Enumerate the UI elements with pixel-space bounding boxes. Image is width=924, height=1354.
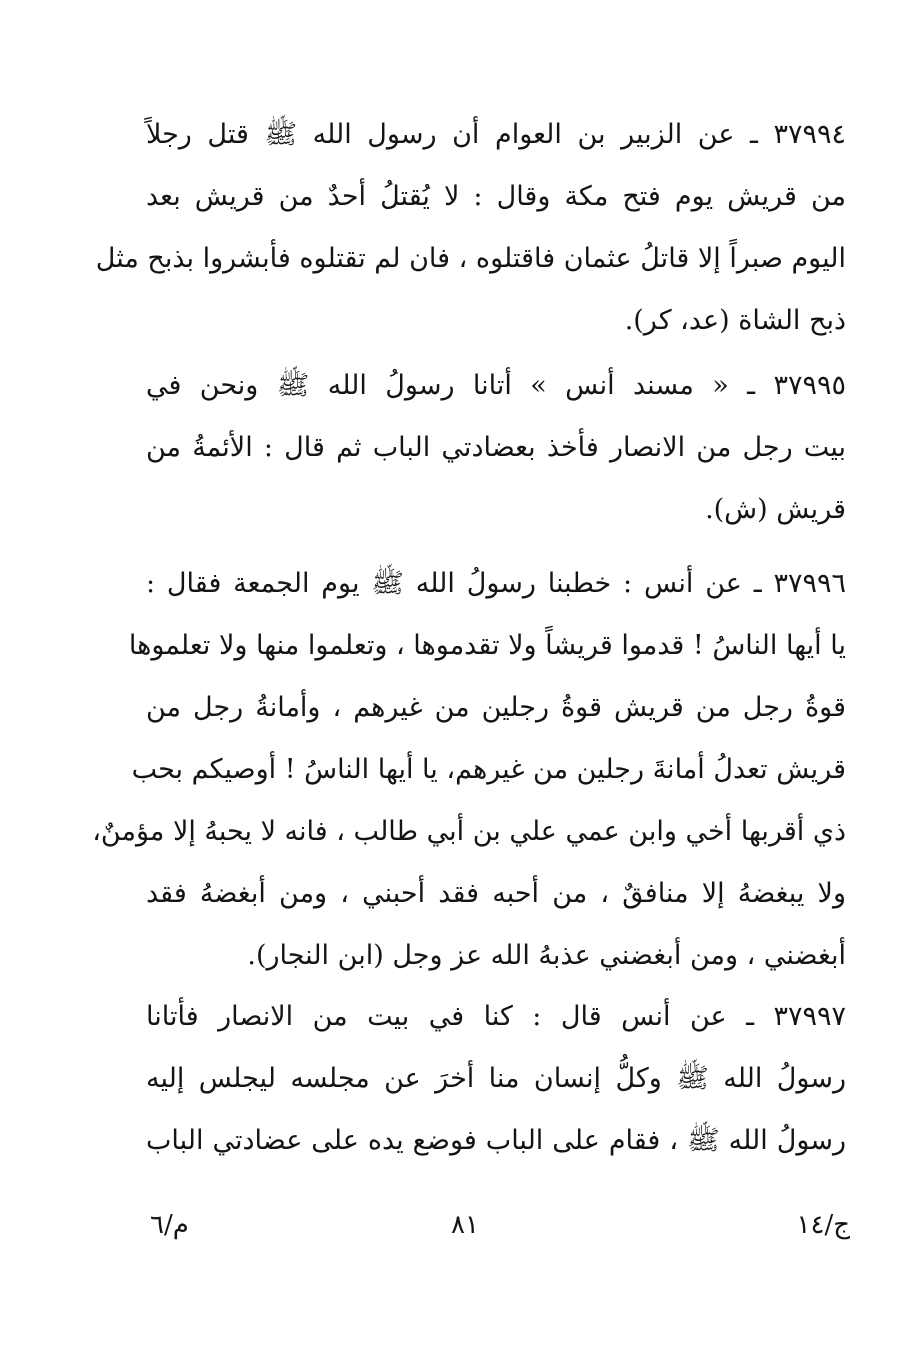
text-line: من قريش يوم فتح مكة وقال : لا يُقتلُ أحدٌ من قريش بعد <box>146 181 846 212</box>
text-line: ذبح الشاة (عد، كر). <box>624 305 846 336</box>
signature-mark: م/٦ <box>150 1210 189 1240</box>
text-line: ذي أقربها أخي وابن عمي علي بن أبي طالب ، فانه لا يحبهُ إلا مؤمنٌ، <box>92 816 846 847</box>
hadith-37996 <box>92 553 846 987</box>
text-line: قريش (ش). <box>705 494 846 525</box>
text-line: قريش تعدلُ أمانةَ رجلين من غيرهم، يا أيها الناسُ ! أوصيكم بحب <box>131 754 846 785</box>
text-line: أبغضني ، ومن أبغضني عذبهُ الله عز وجل (ابن النجار). <box>247 940 846 971</box>
text-line: رسولُ الله ﷺ ، فقام على الباب فوضع يده على عضادتي الباب <box>146 1125 846 1156</box>
hadith-37995 <box>146 355 846 541</box>
page-number: ٨١ <box>451 1210 479 1240</box>
volume-label: ج/١٤ <box>796 1210 850 1240</box>
text-line: اليوم صبراً إلا قاتلُ عثمان فاقتلوه ، فان لم تقتلوه فأبشروا بذبح مثل <box>95 243 846 274</box>
text-line: رسولُ الله ﷺ وكلُّ إنسان منا أخرَ عن مجلسه ليجلس إليه <box>146 1063 846 1094</box>
text-line: ٣٧٩٩٤ ـ عن الزبير بن العوام أن رسول الله ﷺ قتل رجلاً <box>146 119 846 150</box>
text-line: قوةُ رجل من قريش قوةُ رجلين من غيرهم ، وأمانةُ رجل من <box>146 692 846 723</box>
hadith-37994 <box>95 104 846 352</box>
text-line: ٣٧٩٩٦ ـ عن أنس : خطبنا رسولُ الله ﷺ يوم الجمعة فقال : <box>146 568 846 599</box>
text-line: ٣٧٩٩٧ ـ عن أنس قال : كنا في بيت من الانصار فأتانا <box>146 1001 846 1032</box>
hadith-37997 <box>146 986 846 1172</box>
text-line: ولا يبغضهُ إلا منافقٌ ، من أحبه فقد أحبني ، ومن أبغضهُ فقد <box>146 878 846 909</box>
text-line: ٣٧٩٩٥ ـ « مسند أنس » أتانا رسولُ الله ﷺ ونحن في <box>146 370 846 401</box>
text-line: يا أيها الناسُ ! قدموا قريشاً ولا تقدموها ، وتعلموا منها ولا تعلموها <box>128 630 846 661</box>
text-line: بيت رجل من الانصار فأخذ بعضادتي الباب ثم قال : الأئمةُ من <box>146 432 846 463</box>
